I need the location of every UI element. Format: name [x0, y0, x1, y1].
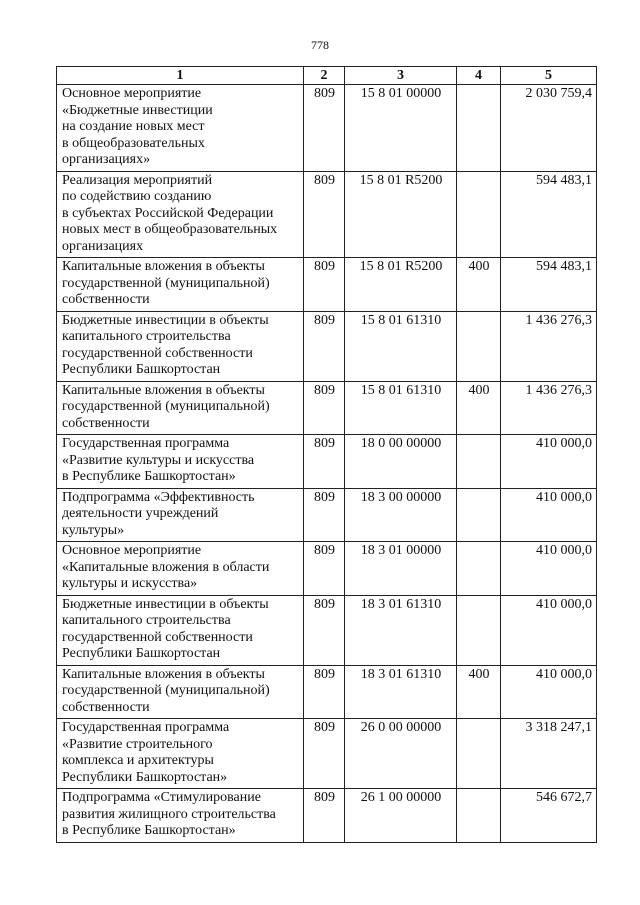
item-name-line: государственной собственности: [62, 345, 253, 361]
amount-value: 1 436 276,3: [501, 311, 597, 381]
target-article-code: 15 8 01 61310: [345, 381, 457, 435]
table-row: [57, 719, 597, 789]
header-col-1: 1: [57, 67, 304, 85]
expense-type-code: 400: [457, 665, 501, 719]
item-name-line: Государственная программа: [62, 436, 230, 451]
expense-type-code: 400: [457, 258, 501, 312]
ministry-code: 809: [304, 542, 345, 596]
item-name-line: в Республике Башкортостан»: [62, 469, 236, 484]
item-name-line: деятельности учреждений: [62, 506, 219, 521]
ministry-code: 809: [304, 719, 345, 789]
target-article-code: 18 3 01 00000: [345, 542, 457, 596]
expense-type-code: [457, 171, 501, 258]
item-name-line: на создание новых мест: [62, 119, 205, 134]
expense-type-code: [457, 311, 501, 381]
amount-value: 1 436 276,3: [501, 381, 597, 435]
amount-value: 410 000,0: [501, 542, 597, 596]
ministry-code: 809: [304, 488, 345, 542]
table-row: [57, 381, 597, 435]
expense-type-code: [457, 542, 501, 596]
item-name-line: Республики Башкортостан»: [62, 769, 228, 785]
item-name-line: развития жилищного строительства: [62, 806, 276, 822]
item-name-line: по содействию созданию: [62, 189, 212, 204]
table-row: [57, 665, 597, 719]
header-row: [57, 67, 597, 85]
item-name: [57, 665, 304, 719]
header-col-4: 4: [457, 67, 501, 85]
item-name: [57, 85, 304, 172]
item-name-line: «Развитие строительного: [62, 736, 213, 752]
item-name-line: Бюджетные инвестиции в объекты: [62, 596, 269, 612]
table-row: [57, 85, 597, 172]
item-name-line: Бюджетные инвестиции в объекты: [62, 312, 269, 328]
ministry-code: 809: [304, 435, 345, 489]
table-row: [57, 488, 597, 542]
amount-value: 594 483,1: [501, 171, 597, 258]
target-article-code: 15 8 01 61310: [345, 311, 457, 381]
item-name: [57, 595, 304, 665]
amount-value: 2 030 759,4: [501, 85, 597, 172]
ministry-code: 809: [304, 171, 345, 258]
item-name-line: государственной (муниципальной): [62, 399, 270, 414]
table-row: [57, 595, 597, 665]
table-row: [57, 435, 597, 489]
item-name-line: культуры и искусства»: [62, 576, 198, 591]
ministry-code: 809: [304, 789, 345, 843]
target-article-code: 15 8 01 00000: [345, 85, 457, 172]
ministry-code: 809: [304, 258, 345, 312]
header-col-2: 2: [304, 67, 345, 85]
item-name-line: Республики Башкортостан: [62, 362, 221, 377]
target-article-code: 18 3 00 00000: [345, 488, 457, 542]
amount-value: 594 483,1: [501, 258, 597, 312]
amount-value: 410 000,0: [501, 595, 597, 665]
item-name-line: Основное мероприятие: [62, 86, 202, 101]
amount-value: 546 672,7: [501, 789, 597, 843]
ministry-code: 809: [304, 665, 345, 719]
target-article-code: 18 3 01 61310: [345, 595, 457, 665]
item-name-line: собственности: [62, 699, 150, 715]
table-row: [57, 171, 597, 258]
ministry-code: 809: [304, 85, 345, 172]
expense-type-code: [457, 789, 501, 843]
item-name: [57, 258, 304, 312]
item-name-line: собственности: [62, 415, 150, 431]
target-article-code: 18 3 01 61310: [345, 665, 457, 719]
header-col-3: 3: [345, 67, 457, 85]
expense-type-code: [457, 719, 501, 789]
item-name-line: комплекса и архитектуры: [62, 753, 214, 768]
item-name-line: государственной собственности: [62, 629, 253, 645]
table-row: [57, 789, 597, 843]
item-name-line: государственной (муниципальной): [62, 275, 270, 291]
item-name: [57, 542, 304, 596]
target-article-code: 18 0 00 00000: [345, 435, 457, 489]
item-name-line: Реализация мероприятий: [62, 172, 213, 188]
item-name: [57, 171, 304, 258]
item-name-line: Капитальные вложения в объекты: [62, 666, 265, 682]
item-name-line: организациях: [62, 238, 144, 254]
item-name: [57, 488, 304, 542]
item-name-line: «Развитие культуры и искусства: [62, 452, 255, 468]
table-body: [57, 85, 597, 843]
item-name-line: в общеобразовательных: [62, 135, 205, 151]
amount-value: 410 000,0: [501, 488, 597, 542]
expense-type-code: [457, 488, 501, 542]
item-name-line: Республики Башкортостан: [62, 646, 221, 661]
item-name-line: организациях»: [62, 152, 151, 167]
target-article-code: 26 0 00 00000: [345, 719, 457, 789]
item-name-line: капитального строительства: [62, 329, 231, 344]
item-name-line: новых мест в общеобразовательных: [62, 222, 278, 237]
table-header: [57, 67, 597, 85]
item-name: [57, 381, 304, 435]
amount-value: 410 000,0: [501, 665, 597, 719]
item-name-line: капитального строительства: [62, 613, 231, 628]
expense-type-code: [457, 595, 501, 665]
item-name-line: Государственная программа: [62, 720, 230, 735]
item-name-line: культуры»: [62, 522, 125, 538]
table-row: [57, 311, 597, 381]
amount-value: 3 318 247,1: [501, 719, 597, 789]
budget-table: [56, 66, 597, 843]
item-name-line: Капитальные вложения в объекты: [62, 382, 265, 398]
item-name: [57, 435, 304, 489]
item-name-line: Подпрограмма «Стимулирование: [62, 790, 261, 805]
item-name-line: в Республике Башкортостан»: [62, 823, 236, 838]
item-name-line: «Капитальные вложения в области: [62, 559, 270, 575]
expense-type-code: [457, 435, 501, 489]
item-name: [57, 719, 304, 789]
item-name-line: Капитальные вложения в объекты: [62, 259, 265, 274]
item-name-line: Основное мероприятие: [62, 543, 202, 558]
ministry-code: 809: [304, 595, 345, 665]
item-name: [57, 789, 304, 843]
ministry-code: 809: [304, 381, 345, 435]
target-article-code: 15 8 01 R5200: [345, 171, 457, 258]
item-name-line: Подпрограмма «Эффективность: [62, 489, 255, 505]
expense-type-code: [457, 85, 501, 172]
table-row: [57, 542, 597, 596]
page-number: 778: [311, 38, 329, 52]
header-col-5: 5: [501, 67, 597, 85]
amount-value: 410 000,0: [501, 435, 597, 489]
expense-type-code: 400: [457, 381, 501, 435]
target-article-code: 26 1 00 00000: [345, 789, 457, 843]
target-article-code: 15 8 01 R5200: [345, 258, 457, 312]
item-name: [57, 311, 304, 381]
item-name-line: государственной (муниципальной): [62, 683, 270, 698]
item-name-line: собственности: [62, 292, 150, 307]
ministry-code: 809: [304, 311, 345, 381]
table-row: [57, 258, 597, 312]
item-name-line: в субъектах Российской Федерации: [62, 205, 274, 221]
item-name-line: «Бюджетные инвестиции: [62, 102, 213, 118]
